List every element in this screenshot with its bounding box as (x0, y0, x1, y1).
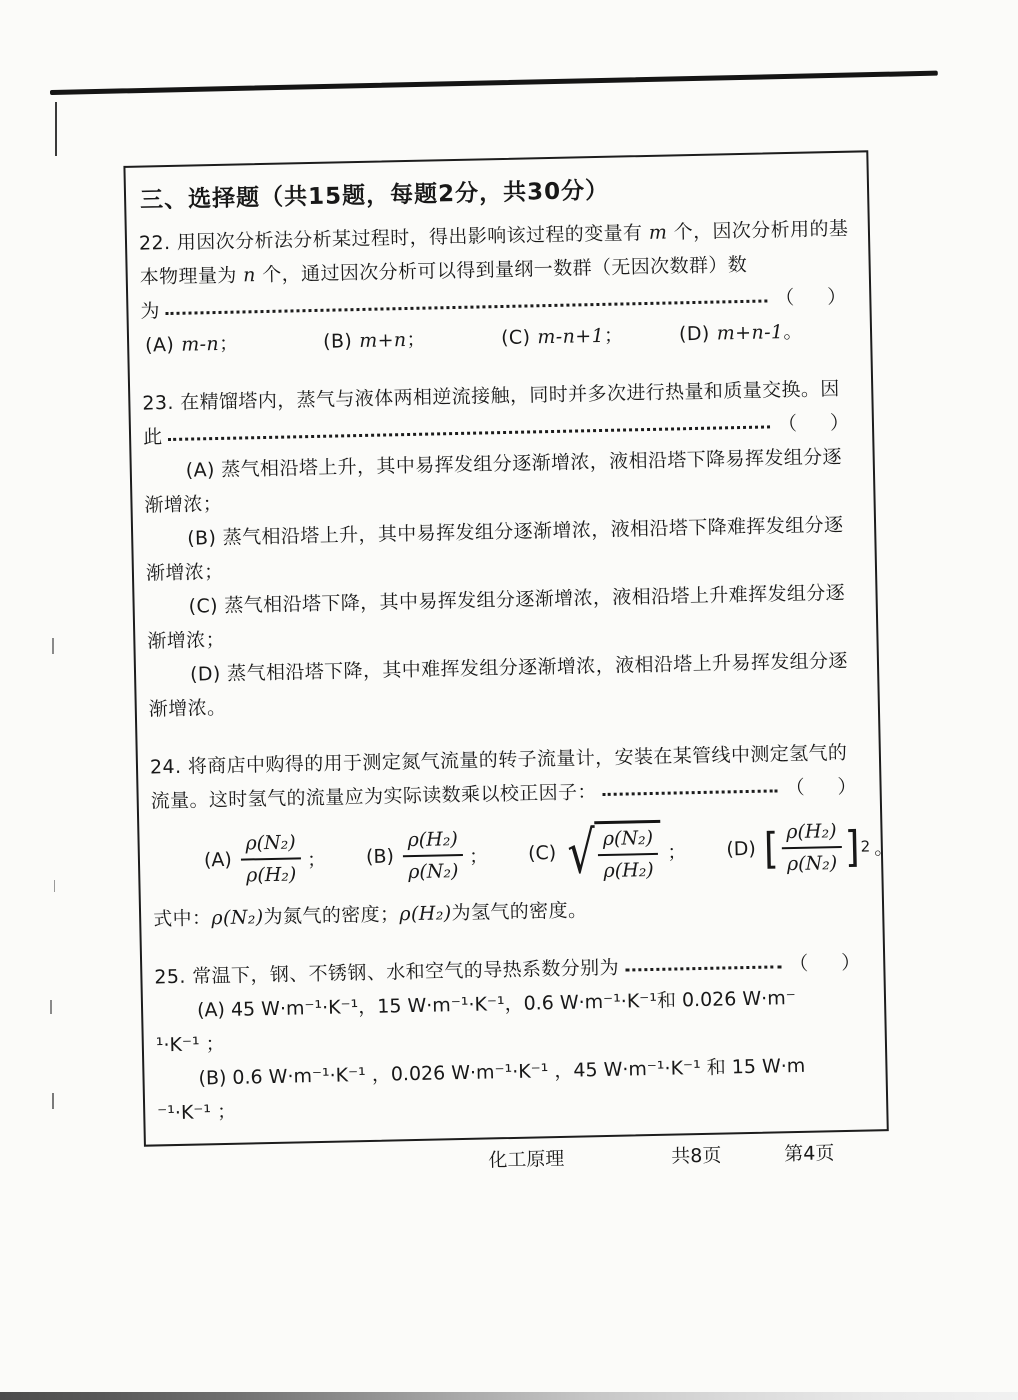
fraction (402, 827, 463, 884)
q24-note: 式中： (152, 907, 212, 931)
option-suffix: 。 (873, 836, 894, 859)
density-symbol-n2: ρ(N₂) (211, 906, 264, 930)
q23-option-b-line1: (B) 蒸气相沿塔上升，其中易挥发组分逐渐增浓，液相沿塔下降难挥发组分逐 (187, 513, 844, 550)
fraction (594, 820, 662, 883)
question-24 (149, 736, 894, 937)
fraction (781, 819, 842, 876)
dot-leader (166, 299, 768, 315)
variable-n: n (242, 264, 257, 287)
q22-option-c (501, 317, 680, 355)
q23-option-d-line1: (D) 蒸气相沿塔下降，其中难挥发组分逐渐增浓，液相沿塔上升易挥发组分逐 (189, 649, 849, 686)
q22-text: 为 (140, 300, 161, 323)
fraction-numerator: ρ(N₂) (240, 830, 301, 860)
fraction-denominator: ρ(N₂) (786, 852, 838, 876)
q22-text: 个，通过因次分析可以得到量纲一数群（无因次数群）数 (255, 253, 748, 287)
q24-option-d (726, 818, 894, 877)
q24-note-line (153, 888, 867, 937)
variable-m: m (648, 221, 668, 244)
footer-total-pages: 共8页 (671, 1144, 722, 1168)
question-22 (139, 212, 855, 363)
square-root-expression (563, 818, 664, 887)
q24-note: 为氢气的密度。 (451, 899, 588, 925)
option-suffix: ； (406, 328, 427, 352)
q22-option-d (679, 315, 803, 352)
q22-option-a (145, 325, 324, 363)
q22-option-b (323, 321, 502, 359)
q23-option-a-line1: (A) 蒸气相沿塔上升，其中易挥发组分逐渐增浓，液相沿塔下降易挥发组分逐 (185, 445, 843, 482)
q22-text: 个，因次分析用的基 (667, 217, 849, 244)
scan-artifact-left-mark (55, 102, 57, 156)
q23-text: 此 (142, 426, 163, 449)
option-label: (B) (322, 330, 353, 353)
option-label: (A) (144, 333, 175, 357)
option-formula: m+n-1 (716, 321, 784, 345)
option-suffix: ； (603, 324, 624, 347)
q22-text: 本物理量为 (139, 264, 244, 289)
radical-sign: √ (567, 818, 597, 887)
question-23 (142, 372, 862, 727)
q23-option-b-line2: 渐增浓； (145, 560, 224, 585)
density-symbol-h2: ρ(H₂) (399, 902, 452, 926)
q24-option-b (365, 826, 488, 885)
question-25 (154, 946, 870, 1131)
q24-options (151, 816, 894, 893)
scan-artifact-left-mark (50, 1000, 52, 1014)
scan-artifact-left-mark (54, 880, 55, 892)
exam-content-box (123, 150, 894, 1146)
q25-option-a-line2: ¹·K⁻¹ ； (155, 1032, 225, 1057)
q23-option-c-line2: 渐增浓； (147, 628, 226, 653)
scan-artifact-bottom-bar (0, 1392, 1018, 1400)
option-formula: m+n (358, 329, 407, 353)
fraction-denominator: ρ(H₂) (603, 858, 654, 883)
answer-blank: （ ） (789, 951, 868, 976)
footer-course-title: 化工原理 (488, 1147, 565, 1172)
left-bracket: [ (763, 823, 780, 874)
q24-option-a (203, 830, 326, 889)
dot-leader (625, 965, 781, 971)
scan-artifact-left-mark (52, 1093, 54, 1109)
option-label: (B) (365, 845, 395, 868)
option-formula: m-n (180, 332, 220, 356)
option-suffix: ； (468, 844, 489, 868)
fraction-denominator: ρ(N₂) (407, 860, 459, 884)
scan-artifact-left-mark (52, 638, 54, 654)
dot-leader (603, 789, 778, 796)
fraction-numerator: ρ(H₂) (402, 827, 463, 857)
fraction (240, 830, 301, 887)
option-label: (D) (726, 837, 757, 861)
q25-option-b-line2: ⁻¹·K⁻¹ ； (157, 1100, 237, 1125)
exponent: 2 (860, 837, 871, 856)
option-label: (C) (500, 326, 531, 350)
option-label: (A) (203, 848, 233, 872)
option-suffix: ； (667, 840, 687, 864)
q23-option-c-line1: (C) 蒸气相沿塔下降，其中易挥发组分逐渐增浓，液相沿塔上升难挥发组分逐 (188, 581, 846, 618)
dot-leader (169, 425, 771, 441)
q25-text: 25. 常温下，钢、不锈钢、水和空气的导热系数分别为 (154, 956, 620, 989)
q25-option-b-line1: (B) 0.6 W·m⁻¹·K⁻¹ ，0.026 W·m⁻¹·K⁻¹ ，45 W·m⁻¹·K⁻¹ 和 15 W·m (198, 1054, 806, 1090)
section-header: 三、选择题（共15题，每题2分，共30分） (139, 177, 610, 214)
option-suffix: ； (306, 848, 327, 871)
option-label: (D) (678, 322, 710, 346)
answer-blank: （ ） (775, 285, 854, 310)
q24-note: 为氮气的密度； (263, 903, 400, 929)
fraction-numerator: ρ(H₂) (781, 819, 842, 849)
scan-artifact-top-line (50, 71, 938, 95)
right-bracket: ] (844, 822, 861, 872)
q22-text: 22. 用因次分析法分析某过程时，得出影响该过程的变量有 (138, 221, 650, 255)
q24-line-1: 24. 将商店中购得的用于测定氮气流量的转子流量计，安装在某管线中测定氢气的 (149, 741, 848, 779)
option-label: (C) (527, 842, 557, 865)
option-suffix: 。 (783, 320, 804, 344)
q24-option-c (527, 818, 687, 887)
answer-blank: （ ） (785, 775, 864, 800)
page-tilt-wrapper (123, 150, 894, 1184)
answer-blank: （ ） (777, 411, 857, 436)
q25-option-a-line1: (A) 45 W·m⁻¹·K⁻¹，15 W·m⁻¹·K⁻¹，0.6 W·m⁻¹·K⁻¹和 0.026 W·m⁻ (196, 987, 796, 1022)
option-suffix: ； (218, 332, 239, 355)
fraction-numerator: ρ(N₂) (598, 826, 659, 856)
q23-option-d-line2: 渐增浓。 (148, 696, 227, 721)
option-formula: m-n+1 (537, 324, 605, 349)
fraction-denominator: ρ(H₂) (245, 863, 297, 887)
q23-line-1: 23. 在精馏塔内，蒸气与液体两相逆流接触，同时并多次进行热量和质量交换。因 (142, 377, 840, 415)
q23-option-a-line2: 渐增浓； (144, 492, 223, 517)
q24-text: 流量。这时氢气的流量应为实际读数乘以校正因子： (150, 781, 598, 813)
footer-page-number: 第4页 (784, 1142, 835, 1166)
